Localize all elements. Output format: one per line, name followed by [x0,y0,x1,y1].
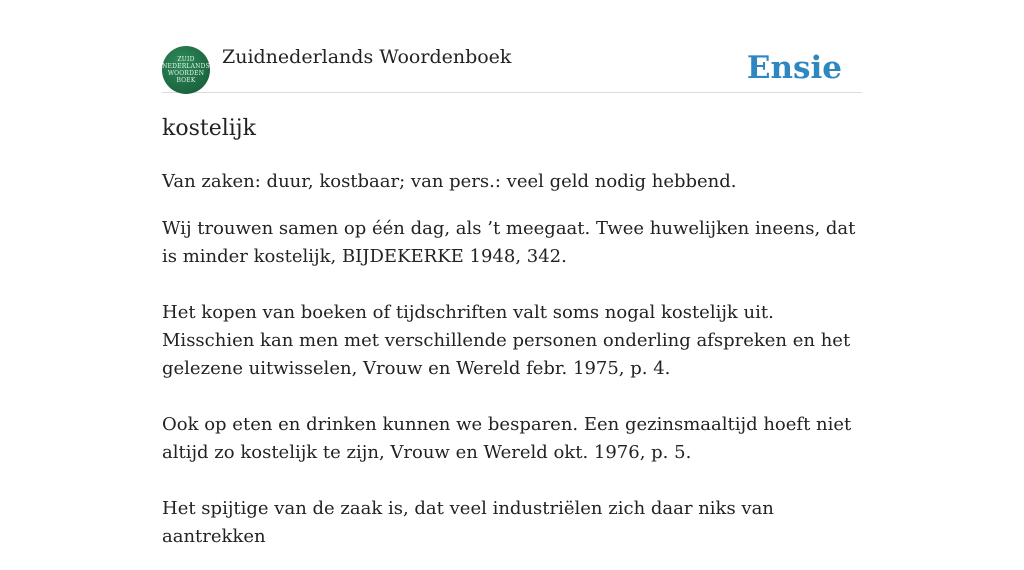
logo-line: NEDERLANDS [162,63,210,70]
dictionary-logo[interactable] [162,46,210,94]
example-quote: Ook op eten en drinken kunnen we besparen. Een gezinsmaaltijd hoeft niet altijd zo kostelijk te zijn, Vrouw en Wereld okt. 1976, p. 5. [162,414,852,463]
example-quote: Het kopen van boeken of tijdschriften valt soms nogal kostelijk uit. Misschien kan men met verschillende personen onderling afspreken en het gelezene uitwisselen, Vrouw en Wereld febr. 1975, p. 4. [162,302,851,379]
header [162,46,862,93]
example-quote: Wij trouwen samen op één dag, als ’t meegaat. Twee huwelijken ineens, dat is minder kostelijk, BIJDEKERKE 1948, 342. [162,218,856,267]
source-title[interactable]: Zuidnederlands Woordenboek [222,46,512,68]
logo-line: BOEK [176,77,196,84]
brand-logo[interactable]: Ensie [746,50,842,86]
headword: kostelijk [162,116,256,141]
definition: Van zaken: duur, kostbaar; van pers.: veel geld nodig hebbend. [162,171,737,192]
logo-line: ZUID [177,56,195,63]
entry-body [162,168,862,570]
logo-line: WOORDEN [167,70,205,77]
example-quote: Het spijtige van de zaak is, dat veel industriëlen zich daar niks van aantrekken [162,498,774,547]
